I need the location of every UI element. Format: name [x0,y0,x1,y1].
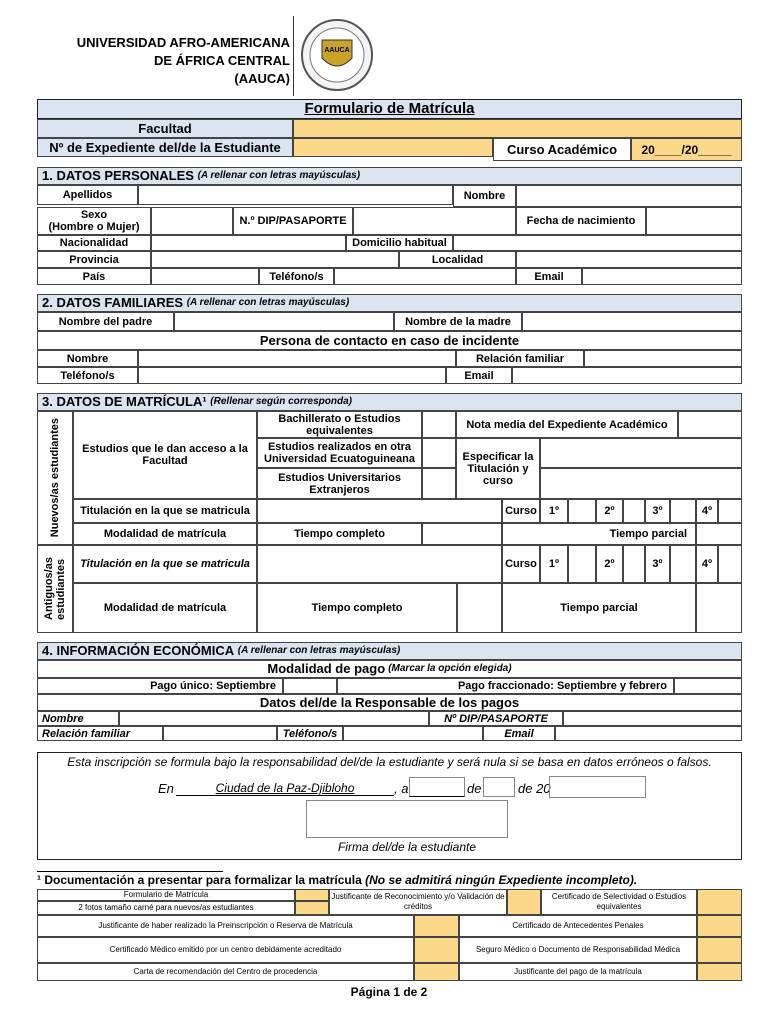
otra-universidad-label: Estudios realizados en otra Universidad Ecuatoguineana [257,438,422,468]
contacto-telefono-input[interactable] [138,367,446,384]
completo-checkbox-nuevos[interactable] [422,523,502,545]
bachillerato-checkbox[interactable] [422,411,456,438]
doc-selectividad-checkbox[interactable] [697,889,742,915]
parcial-label-antiguos: Tiempo parcial [502,583,696,633]
dip-label: N.º DIP/PASAPORTE [233,207,353,235]
a-label: , a [394,781,409,796]
nota-media-label: Nota media del Expediente Académico [456,411,678,438]
completo-checkbox-antiguos[interactable] [457,583,502,633]
doc-fotos-checkbox[interactable] [295,901,329,915]
doc-carta-label: Carta de recomendación del Centro de procedencia [37,963,414,981]
footnote-rule [37,871,223,872]
doc-reconocimiento-checkbox[interactable] [507,889,541,915]
curso-4-label: 4º [696,499,718,523]
doc-reconocimiento-label: Justificante de Reconocimiento y/o Validación de créditos [329,889,507,915]
especificar-input-1[interactable] [540,438,742,468]
doc-seguro-medico-checkbox[interactable] [697,937,742,963]
sexo-label: Sexo (Hombre o Mujer) [37,207,151,235]
curso-3-checkbox[interactable] [670,499,696,523]
sexo-input[interactable] [151,207,233,235]
modalidad-label-nuevos: Modalidad de matrícula [73,523,257,545]
nombre-label: Nombre [453,185,516,207]
doc-certificado-medico-checkbox[interactable] [414,937,459,963]
pais-input[interactable] [151,268,259,285]
section-3-header: 3. DATOS DE MATRÍCULA¹ (Rellenar según corresponda) [37,393,742,411]
provincia-input[interactable] [151,251,399,268]
contacto-header: Persona de contacto en caso de incidente [37,331,742,350]
doc-selectividad-label: Certificado de Selectividad o Estudios equivalentes [541,889,697,915]
form-title: Formulario de Matrícula [37,99,742,119]
titulacion-label-nuevos: Titulación en la que se matricula [73,499,257,523]
curso-1-checkbox[interactable] [568,499,596,523]
section-1-header: 1. DATOS PERSONALES (A rellenar con letras mayúsculas) [37,167,742,185]
provincia-label: Provincia [37,251,151,268]
contacto-nombre-label: Nombre [37,350,138,367]
responsable-header: Datos del/de la Responsable de los pagos [37,694,742,711]
bachillerato-label: Bachillerato o Estudios equivalentes [257,411,422,438]
doc-preinscripcion-label: Justificante de haber realizado la Preinscripción o Reserva de Matrícula [37,915,414,937]
responsable-relacion-label: Relación familiar [37,726,163,741]
domicilio-input[interactable] [453,235,742,251]
nuevos-estudiantes-label: Nuevos/as estudiantes [37,411,73,545]
doc-seguro-medico-label: Seguro Médico o Documento de Responsabilidad Médica [459,937,697,963]
completo-label-nuevos: Tiempo completo [257,523,422,545]
responsable-nombre-label: Nombre [37,711,119,726]
curso-1-label-antiguos: 1º [540,545,568,583]
doc-certificado-medico-label: Certificado Médico emitido por un centro debidamente acreditado [37,937,414,963]
apellidos-label: Apellidos [37,185,138,205]
contacto-email-label: Email [446,367,512,384]
facultad-input[interactable] [293,119,742,138]
de-label: de [467,781,482,796]
contacto-nombre-input[interactable] [138,350,456,367]
nota-media-input[interactable] [678,411,742,438]
responsable-telefono-label: Teléfono/s [277,726,343,741]
telefono-input[interactable] [334,268,516,285]
titulacion-input-antiguos[interactable] [257,545,502,583]
parcial-checkbox-antiguos[interactable] [696,583,742,633]
dia-field[interactable] [409,777,465,797]
contacto-telefono-label: Teléfono/s [37,367,138,384]
email-label: Email [516,268,582,285]
firma-field[interactable] [306,800,508,838]
dip-input[interactable] [353,207,516,235]
responsable-dip-input[interactable] [563,711,742,726]
curso-2-label: 2º [596,499,623,523]
doc-antecedentes-label: Certificado de Antecedentes Penales [459,915,697,937]
doc-pago-checkbox[interactable] [697,963,742,981]
email-input[interactable] [582,268,742,285]
pago-unico-checkbox[interactable] [283,678,337,694]
curso-4-checkbox-antiguos[interactable] [718,545,742,583]
localidad-label: Localidad [399,251,516,268]
curso-label-antiguos: Curso [502,545,540,583]
domicilio-label: Domicilio habitual [346,235,453,251]
modalidad-pago-header: Modalidad de pago (Marcar la opción elegida) [37,660,742,678]
doc-carta-checkbox[interactable] [414,963,459,981]
expediente-label: Nº de Expediente del/de la Estudiante [37,138,293,157]
titulacion-label-antiguos: Titulación en la que se matricula [73,545,257,583]
header-divider [293,16,294,96]
curso-academico-label: Curso Académico [493,138,631,161]
mes-field[interactable] [483,777,515,797]
responsable-relacion-input[interactable] [163,726,277,741]
padre-input[interactable] [174,312,394,331]
section-2-header: 2. DATOS FAMILIARES (A rellenar con letras mayúsculas) [37,294,742,312]
doc-pago-label: Justificante del pago de la matrícula [459,963,697,981]
contacto-relacion-label: Relación familiar [456,350,584,367]
declaration-text: Esta inscripción se formula bajo la responsabilidad del/de la estudiante y será nula si se basa en datos erróneos o falsos. [67,755,712,769]
especificar-input-2[interactable] [540,468,742,499]
curso-label-nuevos: Curso [502,499,540,523]
apellidos-input[interactable] [138,185,453,205]
parcial-label-nuevos: Tiempo parcial [502,523,696,545]
ciudad-field[interactable]: Ciudad de la Paz-Djibloho [176,781,394,796]
curso-4-label-antiguos: 4º [696,545,718,583]
curso-4-checkbox[interactable] [718,499,742,523]
curso-3-label-antiguos: 3º [645,545,670,583]
curso-2-label-antiguos: 2º [596,545,623,583]
pago-fraccionado-label: Pago fraccionado: Septiembre y febrero [337,678,674,694]
nacionalidad-label: Nacionalidad [37,235,151,251]
extranjeros-checkbox[interactable] [422,468,456,499]
section-4-header: 4. INFORMACIÓN ECONÓMICA (A rellenar con letras mayúsculas) [37,642,742,660]
extranjeros-label: Estudios Universitarios Extranjeros [257,468,422,499]
fecha-nacimiento-input[interactable] [646,207,742,235]
parcial-checkbox-nuevos[interactable] [696,523,742,545]
page-number: Página 1 de 2 [350,985,428,999]
responsable-email-label: Email [483,726,555,741]
de20-label: de 20 [518,781,551,796]
curso-1-checkbox-antiguos[interactable] [568,545,596,583]
padre-label: Nombre del padre [37,312,174,331]
curso-academico-input[interactable]: 20____/20_____ [631,138,742,161]
doc-fotos-label: 2 fotos tamaño carné para nuevos/as estudiantes [37,901,295,915]
responsable-dip-label: Nº DIP/PASAPORTE [429,711,563,726]
madre-label: Nombre de la madre [394,312,522,331]
curso-2-checkbox[interactable] [623,499,645,523]
university-name: UNIVERSIDAD AFRO-AMERICANA DE ÁFRICA CENTRAL (AAUCA) [76,35,290,86]
curso-1-label: 1º [540,499,568,523]
responsable-email-input[interactable] [555,726,742,741]
pais-label: País [37,268,151,285]
contacto-relacion-input[interactable] [584,350,742,367]
doc-formulario-checkbox[interactable] [295,889,329,901]
nombre-input[interactable] [516,185,742,207]
doc-formulario-label: Formulario de Matrícula [37,889,295,901]
fecha-nacimiento-label: Fecha de nacimiento [516,207,646,235]
responsable-nombre-input[interactable] [119,711,429,726]
curso-3-label: 3º [645,499,670,523]
curso-3-checkbox-antiguos[interactable] [670,545,696,583]
modalidad-label-antiguos: Modalidad de matrícula [73,583,257,633]
en-label: En [158,781,174,796]
expediente-input[interactable] [293,138,493,157]
university-seal [300,18,374,92]
docs-title: ¹ Documentación a presentar para formalizar la matrícula (No se admitirá ningún Expediente incompleto). [37,873,638,887]
localidad-input[interactable] [516,251,742,268]
nacionalidad-input[interactable] [151,235,346,251]
otra-universidad-checkbox[interactable] [422,438,456,468]
contacto-email-input[interactable] [512,367,742,384]
anio-field[interactable] [549,776,646,798]
pago-fraccionado-checkbox[interactable] [674,678,742,694]
curso-2-checkbox-antiguos[interactable] [623,545,645,583]
especificar-label: Especificar la Titulación y curso [456,438,540,499]
firma-label: Firma del/de la estudiante [337,840,477,854]
telefono-label: Teléfono/s [259,268,334,285]
titulacion-input-nuevos[interactable] [257,499,502,523]
responsable-telefono-input[interactable] [343,726,483,741]
seal-text: AAUCA [324,47,350,54]
doc-antecedentes-checkbox[interactable] [697,915,742,937]
antiguos-estudiantes-label: Antiguos/as estudiantes [37,545,73,633]
estudios-acceso-label: Estudios que le dan acceso a la Facultad [73,411,257,499]
completo-label-antiguos: Tiempo completo [257,583,457,633]
facultad-label: Facultad [37,119,293,138]
madre-input[interactable] [522,312,742,331]
doc-preinscripcion-checkbox[interactable] [414,915,459,937]
pago-unico-label: Pago único: Septiembre [37,678,283,694]
